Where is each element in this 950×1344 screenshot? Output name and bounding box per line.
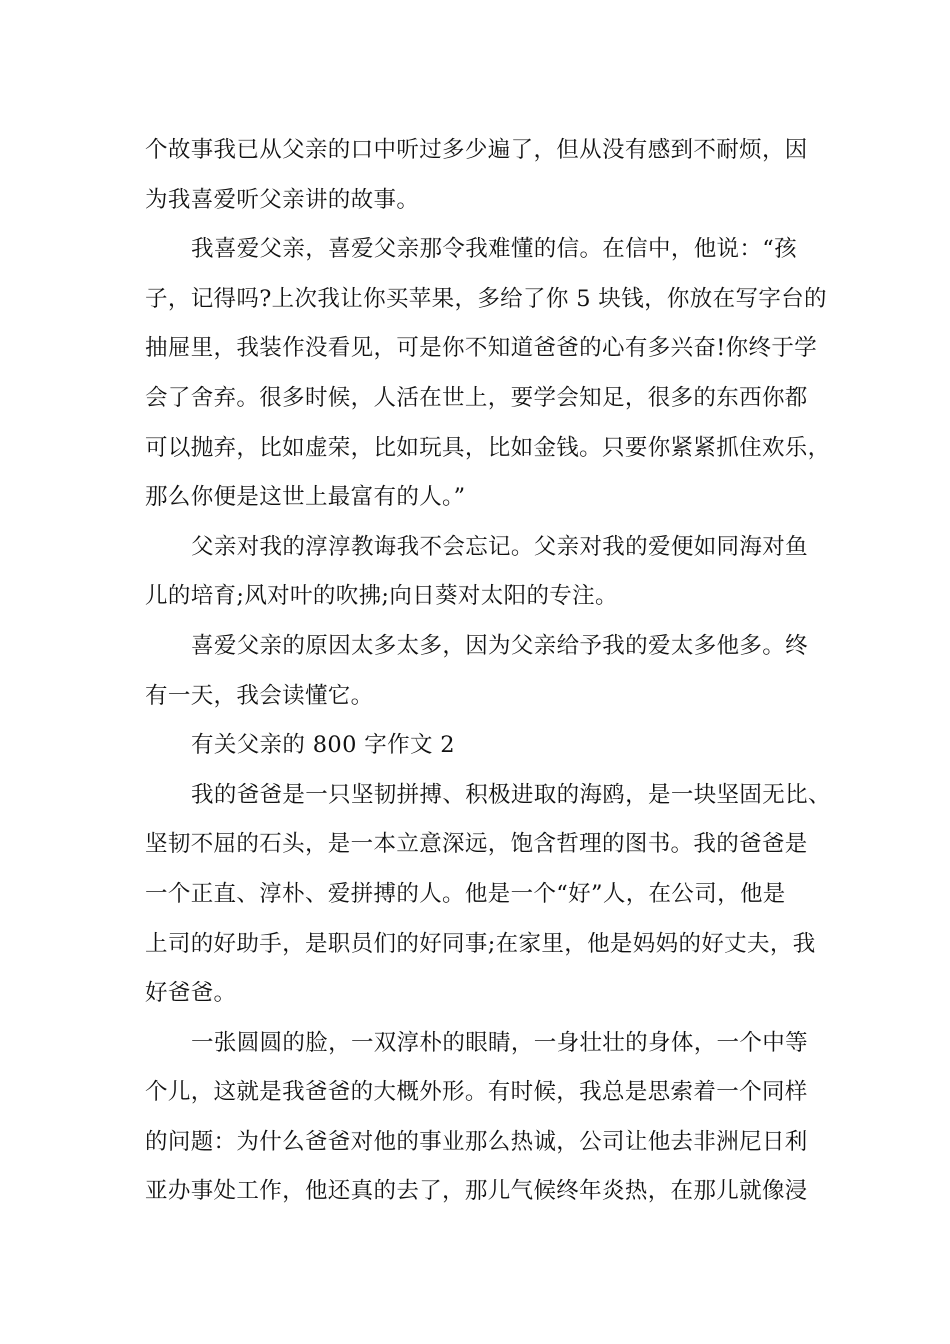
- text-line: 那么你便是这世上最富有的人。”: [145, 484, 466, 511]
- essay-body: [145, 126, 831, 1217]
- text-line: 可以抛弃，比如虚荣，比如玩具，比如金钱。只要你紧紧抓住欢乐，: [145, 434, 831, 461]
- text-line: 我喜爱父亲，喜爱父亲那令我难懂的信。在信中，他说：“孩: [191, 236, 797, 263]
- text-line: 上司的好助手，是职员们的好同事;在家里，他是妈妈的好丈夫，我: [145, 930, 816, 957]
- text-line: 为我喜爱听父亲讲的故事。: [145, 186, 420, 213]
- text-line: 一张圆圆的脸，一双淳朴的眼睛，一身壮壮的身体，一个中等: [191, 1029, 808, 1056]
- text-line: 的问题：为什么爸爸对他的事业那么热诚，公司让他去非洲尼日利: [145, 1128, 808, 1155]
- text-line: 好爸爸。: [145, 980, 237, 1007]
- text-line: 抽屉里，我装作没看见，可是你不知道爸爸的心有多兴奋!你终于学: [145, 335, 818, 362]
- text-line: 有一天，我会读懂它。: [145, 682, 374, 709]
- text-line: 父亲对我的淳淳教诲我不会忘记。父亲对我的爱便如同海对鱼: [191, 533, 808, 560]
- text-line: 会了舍弃。很多时候，人活在世上，要学会知足，很多的东西你都: [145, 384, 808, 411]
- text-line: 一个正直、淳朴、爱拼搏的人。他是一个“好”人，在公司，他是: [145, 880, 786, 907]
- section-heading: 有关父亲的 800 字作文 2: [191, 732, 455, 759]
- text-line: 喜爱父亲的原因太多太多，因为父亲给予我的爱太多他多。终: [191, 632, 808, 659]
- text-line: 我的爸爸是一只坚韧拼搏、积极进取的海鸥，是一块坚固无比、: [191, 781, 831, 808]
- text-line: 亚办事处工作，他还真的去了，那儿气候终年炎热，在那儿就像浸: [145, 1178, 808, 1205]
- text-line: 个故事我已从父亲的口中听过多少遍了，但从没有感到不耐烦，因: [145, 137, 808, 163]
- text-line: 儿的培育;风对叶的吹拂;向日葵对太阳的专注。: [145, 583, 618, 610]
- text-line: 子，记得吗?上次我让你买苹果，多给了你 5 块钱，你放在写字台的: [145, 285, 827, 312]
- text-line: 个儿，这就是我爸爸的大概外形。有时候，我总是思索着一个同样: [145, 1079, 808, 1106]
- text-line: 坚韧不屈的石头，是一本立意深远，饱含哲理的图书。我的爸爸是: [145, 831, 808, 858]
